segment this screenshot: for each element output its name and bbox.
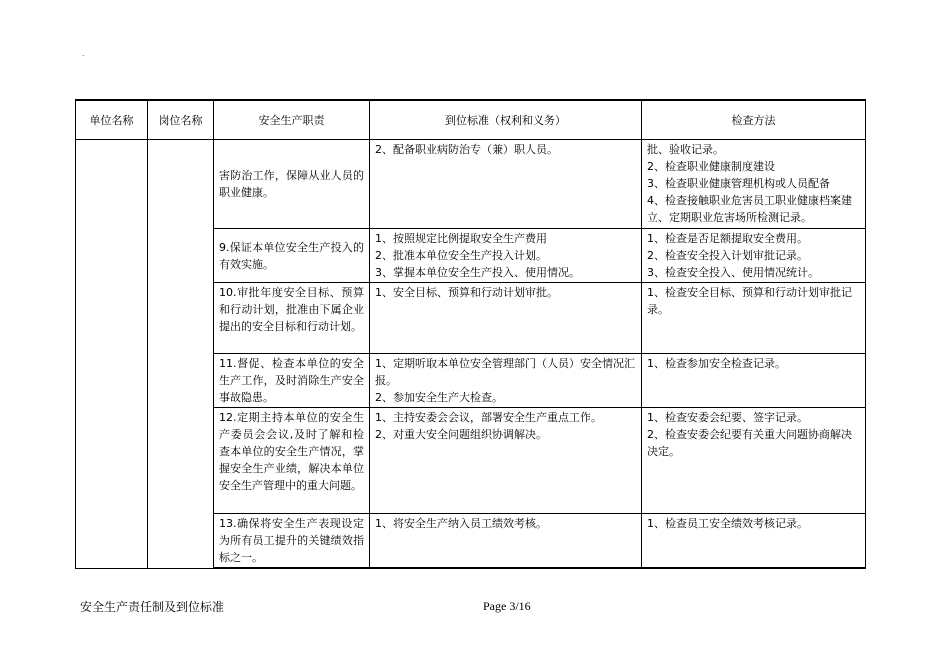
standard-cell (370, 354, 642, 408)
check-item: 3、检查安全投入、使用情况统计。 (647, 266, 819, 279)
check-cell (642, 514, 866, 569)
footer-document-title: 安全生产责任制及到位标准 (80, 600, 225, 614)
duty-cell (214, 229, 370, 283)
duty-cell (214, 354, 370, 408)
unit-name-cell (76, 140, 148, 569)
header-check-method: 检查方法 (642, 100, 866, 140)
duty-text: 10.审批年度安全目标、预算和行动计划，批准由下属企业提出的安全目标和行动计划。 (219, 286, 364, 333)
standard-cell (370, 229, 642, 283)
standard-item: 2、配备职业病防治专（兼）职人员。 (375, 143, 558, 156)
check-item: 1、检查参加安全检查记录。 (647, 357, 786, 370)
standard-item: 3、掌握本单位安全生产投入、使用情况。 (375, 266, 580, 279)
duty-cell (214, 514, 370, 569)
standard-item: 2、参加安全生产大检查。 (375, 391, 503, 404)
header-unit-name: 单位名称 (76, 100, 148, 140)
standard-item: 1、按照规定比例提取安全生产费用 (375, 232, 547, 245)
duty-table (75, 99, 866, 569)
check-item: 2、检查安委会纪要有关重大问题协商解决决定。 (647, 428, 852, 458)
check-cell (642, 140, 866, 229)
duty-text: 12.定期主持本单位的安全生产委员会会议,及时了解和检查本单位的安全生产情况，掌握安全生产业绩，解决本单位安全生产管理中的重大问题。 (219, 411, 364, 492)
table-row (76, 140, 866, 229)
check-cell (642, 229, 866, 283)
duty-cell (214, 140, 370, 229)
standard-item: 1、安全目标、预算和行动计划审批。 (375, 286, 558, 299)
duty-text: 9.保证本单位安全生产投入的有效实施。 (219, 240, 364, 271)
standard-item: 1、将安全生产纳入员工绩效考核。 (375, 517, 547, 530)
duty-cell (214, 283, 370, 354)
duty-text: 11.督促、检查本单位的安全生产工作，及时消除生产安全事故隐患。 (219, 357, 364, 404)
check-cell (642, 408, 866, 514)
duty-text: 13.确保将安全生产表现设定为所有员工提升的关键绩效指标之一。 (219, 517, 364, 564)
check-cell (642, 354, 866, 408)
check-item: 批、验收记录。 (647, 143, 724, 156)
standard-cell (370, 140, 642, 229)
check-item: 2、检查职业健康制度建设 (647, 160, 775, 173)
check-item: 3、检查职业健康管理机构或人员配备 (647, 177, 830, 190)
corner-mark: . (82, 48, 85, 58)
position-name-cell (148, 140, 214, 569)
check-item: 2、检查安全投入计划审批记录。 (647, 249, 808, 262)
check-item: 1、检查员工安全绩效考核记录。 (647, 517, 808, 530)
header-position-name: 岗位名称 (148, 100, 214, 140)
check-item: 1、检查安全目标、预算和行动计划审批记录。 (647, 286, 852, 316)
standard-item: 1、主持安委会会议，部署安全生产重点工作。 (375, 411, 602, 424)
standard-cell (370, 408, 642, 514)
standard-item: 1、定期听取本单位安全管理部门（人员）安全情况汇报。 (375, 357, 635, 387)
standard-item: 2、对重大安全问题组织协调解决。 (375, 428, 547, 441)
standard-cell (370, 514, 642, 569)
standard-cell (370, 283, 642, 354)
check-item: 1、检查是否足额提取安全费用。 (647, 232, 808, 245)
header-standard: 到位标准（权利和义务） (370, 100, 642, 140)
standard-item: 2、批准本单位安全生产投入计划。 (375, 249, 547, 262)
table-header-row (76, 100, 866, 140)
duty-cell (214, 408, 370, 514)
footer-page-number: Page 3/16 (483, 599, 531, 613)
check-item: 4、检查接触职业危害员工职业健康档案建立、定期职业危害场所检测记录。 (647, 194, 852, 224)
header-safety-duty: 安全生产职责 (214, 100, 370, 140)
check-cell (642, 283, 866, 354)
duty-text: 害防治工作，保障从业人员的职业健康。 (219, 169, 364, 199)
check-item: 1、检查安委会纪要、签字记录。 (647, 411, 808, 424)
